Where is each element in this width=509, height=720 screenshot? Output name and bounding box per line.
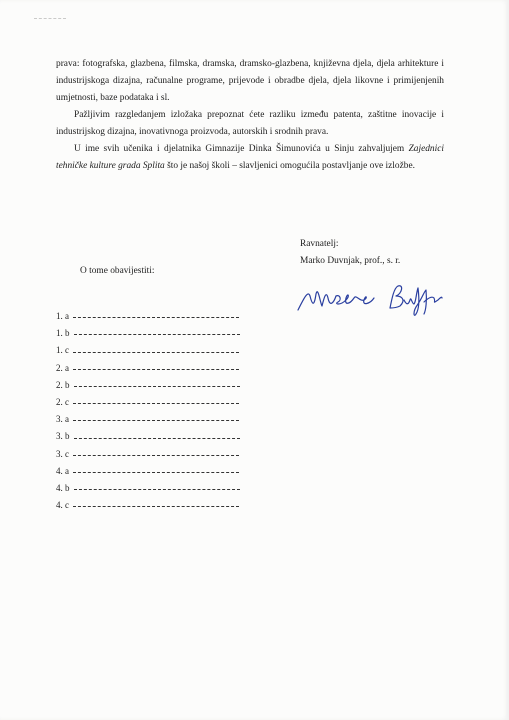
distribution-line	[56, 342, 240, 359]
distribution-line	[56, 325, 240, 342]
director-title: Ravnatelj:	[300, 239, 339, 249]
class-label: 3. c	[56, 448, 69, 459]
dashed-line	[74, 489, 240, 490]
handwritten-signature	[294, 278, 444, 318]
dashed-line	[73, 352, 239, 353]
thanks-text-start: U ime svih učenika i djelatnika Gimnazije Dinka Šimunovića u Sinju zahvaljujem	[74, 144, 405, 154]
paragraph-rights: prava: fotografska, glazbena, filmska, dramska, dramsko-glazbena, književna djela, djela arhitekture i industrijskoga dizajna, računalne programe, prijevode i obradbe djela, djela likovne i primijenjenih umjetnosti, baze podataka i sl.	[56, 59, 444, 103]
dashed-line	[73, 369, 239, 370]
distribution-list	[56, 308, 240, 514]
class-label: 4. a	[56, 465, 69, 476]
dashed-line	[73, 455, 239, 456]
class-label: 3. b	[56, 431, 70, 442]
class-label: 2. b	[56, 379, 70, 390]
class-label: 4. c	[56, 500, 69, 511]
dashed-line	[74, 438, 240, 439]
scan-mark	[34, 18, 66, 21]
dashed-line	[73, 506, 239, 507]
dashed-line	[74, 386, 240, 387]
class-label: 1. b	[56, 328, 70, 339]
distribution-line	[56, 360, 240, 377]
thanks-text-end: što je našoj školi – slavljenici omogućila postavljanje ove izložbe.	[167, 161, 415, 171]
distribution-line	[56, 446, 240, 463]
distribution-line	[56, 394, 240, 411]
director-block	[300, 236, 400, 270]
distribution-line	[56, 411, 240, 428]
class-label: 2. a	[56, 362, 69, 373]
class-label: 1. c	[56, 345, 69, 356]
dashed-line	[73, 420, 239, 421]
thanks-organization: Zajednici tehničke kulture grada Splita	[56, 144, 444, 171]
class-label: 4. b	[56, 483, 70, 494]
dashed-line	[74, 334, 240, 335]
paragraph-thanks	[56, 141, 444, 175]
paragraph-exhibits: Pažljivim razgledanjem izložaka prepoznat ćete razliku između patenta, zaštitne inovacije i industrijskog dizajna, inovativnoga proizvoda, autorskih i srodnih prava.	[56, 110, 444, 137]
dashed-line	[73, 472, 239, 473]
class-label: 2. c	[56, 397, 69, 408]
distribution-line	[56, 308, 240, 325]
director-name: Marko Duvnjak, prof., s. r.	[300, 256, 401, 266]
distribution-line	[56, 463, 240, 480]
distribution-line	[56, 480, 240, 497]
distribution-line	[56, 377, 240, 394]
dashed-line	[73, 317, 239, 318]
distribution-line	[56, 497, 240, 514]
class-label: 1. a	[56, 311, 69, 321]
class-label: 3. a	[56, 414, 69, 425]
notify-heading: O tome obavijestiti:	[80, 266, 155, 276]
dashed-line	[73, 403, 239, 404]
letter-body	[56, 56, 444, 175]
distribution-line	[56, 428, 240, 445]
